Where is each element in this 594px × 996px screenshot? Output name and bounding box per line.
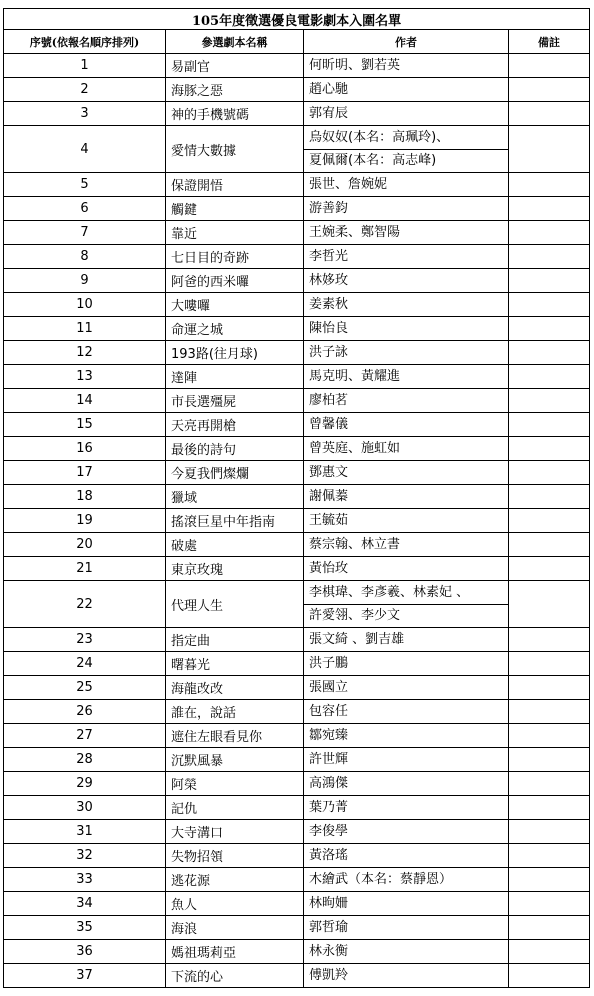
row-number: 31 (4, 820, 166, 844)
author-cell (304, 700, 509, 724)
table-row (4, 581, 590, 628)
table-row (4, 892, 590, 916)
author-cell (304, 269, 509, 293)
note-cell (509, 509, 590, 533)
row-number: 2 (4, 78, 166, 102)
title-row (4, 9, 590, 30)
table-row (4, 820, 590, 844)
row-number: 14 (4, 389, 166, 413)
author-cell (304, 964, 509, 988)
author-name: 張文綺 、劉吉雄 (309, 631, 405, 647)
table-row (4, 197, 590, 221)
row-number: 20 (4, 533, 166, 557)
note-cell (509, 964, 590, 988)
script-title: 阿榮 (166, 772, 304, 796)
table-row (4, 916, 590, 940)
script-title: 易副官 (166, 54, 304, 78)
script-title: 市長選殭屍 (166, 389, 304, 413)
script-title: 愛情大數據 (166, 126, 304, 173)
note-cell (509, 916, 590, 940)
note-cell (509, 844, 590, 868)
author-name: 包容任 (309, 703, 349, 719)
note-cell (509, 581, 590, 628)
author-cell (304, 581, 509, 628)
table-row (4, 533, 590, 557)
table-row (4, 772, 590, 796)
note-cell (509, 628, 590, 652)
table-row (4, 341, 590, 365)
author-cell (304, 173, 509, 197)
row-number: 26 (4, 700, 166, 724)
note-cell (509, 102, 590, 126)
script-title: 記仇 (166, 796, 304, 820)
author-name: 鄒宛臻 (309, 727, 349, 743)
script-title: 保證開悟 (166, 173, 304, 197)
note-cell (509, 676, 590, 700)
author-cell (304, 652, 509, 676)
table-row (4, 389, 590, 413)
note-cell (509, 437, 590, 461)
author-name: 烏奴奴(本名：高珮玲)、 (304, 127, 508, 150)
script-title: 阿爸的西米囉 (166, 269, 304, 293)
author-name: 林姼玫 (309, 272, 349, 288)
author-cell (304, 341, 509, 365)
table-row (4, 724, 590, 748)
author-cell (304, 557, 509, 581)
author-name: 張國立 (309, 679, 349, 695)
note-cell (509, 652, 590, 676)
author-name: 馬克明、黃耀進 (309, 368, 401, 384)
note-cell (509, 796, 590, 820)
row-number: 13 (4, 365, 166, 389)
row-number: 11 (4, 317, 166, 341)
author-cell (304, 293, 509, 317)
note-cell (509, 365, 590, 389)
author-cell (304, 197, 509, 221)
nominee-table (3, 8, 590, 988)
note-cell (509, 940, 590, 964)
author-cell (304, 485, 509, 509)
script-title: 最後的詩句 (166, 437, 304, 461)
row-number: 36 (4, 940, 166, 964)
table-row (4, 509, 590, 533)
table-row (4, 748, 590, 772)
table-row (4, 676, 590, 700)
script-title: 東京玫瑰 (166, 557, 304, 581)
author-cell (304, 772, 509, 796)
script-title: 193路(往月球) (166, 341, 304, 365)
script-title: 靠近 (166, 221, 304, 245)
row-number: 8 (4, 245, 166, 269)
author-name: 姜素秋 (309, 296, 349, 312)
row-number: 30 (4, 796, 166, 820)
author-cell (304, 748, 509, 772)
script-title: 破處 (166, 533, 304, 557)
table-row (4, 245, 590, 269)
table-row (4, 437, 590, 461)
table-row (4, 54, 590, 78)
author-name: 黃洛瑤 (309, 847, 349, 863)
note-cell (509, 772, 590, 796)
row-number: 5 (4, 173, 166, 197)
author-name: 游善鈞 (309, 200, 349, 216)
script-title: 命運之城 (166, 317, 304, 341)
note-cell (509, 126, 590, 173)
row-number: 15 (4, 413, 166, 437)
row-number: 29 (4, 772, 166, 796)
script-title: 誰在，說話 (166, 700, 304, 724)
note-cell (509, 557, 590, 581)
script-title: 曙暮光 (166, 652, 304, 676)
note-cell (509, 173, 590, 197)
author-name: 洪子詠 (309, 344, 349, 360)
row-number: 25 (4, 676, 166, 700)
author-name: 曾英庭、施虹如 (309, 440, 401, 456)
row-number: 16 (4, 437, 166, 461)
row-number: 33 (4, 868, 166, 892)
note-cell (509, 317, 590, 341)
header-author: 作者 (304, 30, 509, 54)
row-number: 27 (4, 724, 166, 748)
author-name: 許世輝 (309, 751, 349, 767)
note-cell (509, 868, 590, 892)
author-name: 許愛翎、李少文 (309, 607, 401, 623)
row-number: 12 (4, 341, 166, 365)
table-row (4, 413, 590, 437)
row-number: 1 (4, 54, 166, 78)
row-number: 32 (4, 844, 166, 868)
script-title: 失物招領 (166, 844, 304, 868)
author-cell (304, 868, 509, 892)
author-name: 曾馨儀 (309, 416, 349, 432)
author-name: 洪子鵬 (309, 655, 349, 671)
table-body (4, 54, 590, 988)
note-cell (509, 820, 590, 844)
author-name: 傅凱羚 (309, 967, 349, 983)
table-row (4, 964, 590, 988)
script-title: 天亮再開槍 (166, 413, 304, 437)
table-row (4, 365, 590, 389)
author-cell (304, 413, 509, 437)
script-title: 大嘍囉 (166, 293, 304, 317)
header-seq: 序號(依報名順序排列) (4, 30, 166, 54)
author-name: 黃怡玫 (309, 560, 349, 576)
row-number: 28 (4, 748, 166, 772)
script-title: 下流的心 (166, 964, 304, 988)
author-name: 王毓茹 (309, 512, 349, 528)
table-row (4, 940, 590, 964)
author-cell (304, 844, 509, 868)
note-cell (509, 54, 590, 78)
script-title: 七日目的奇跡 (166, 245, 304, 269)
author-cell (304, 940, 509, 964)
author-cell (304, 509, 509, 533)
script-title: 代理人生 (166, 581, 304, 628)
script-title: 大寺溝口 (166, 820, 304, 844)
script-title: 神的手機號碼 (166, 102, 304, 126)
note-cell (509, 341, 590, 365)
note-cell (509, 221, 590, 245)
script-title: 海龍改改 (166, 676, 304, 700)
table-row (4, 293, 590, 317)
row-number: 34 (4, 892, 166, 916)
table-row (4, 485, 590, 509)
author-name: 鄧惠文 (309, 464, 349, 480)
note-cell (509, 413, 590, 437)
author-cell (304, 245, 509, 269)
author-name: 木繪武（本名：蔡靜恩） (309, 871, 453, 887)
script-title: 獵域 (166, 485, 304, 509)
header-script-name: 參選劇本名稱 (166, 30, 304, 54)
script-title: 達陣 (166, 365, 304, 389)
author-name: 王婉柔、鄭智陽 (309, 224, 401, 240)
row-number: 17 (4, 461, 166, 485)
author-name: 謝佩蓁 (309, 488, 349, 504)
note-cell (509, 700, 590, 724)
author-name: 李俊學 (309, 823, 349, 839)
author-cell (304, 78, 509, 102)
author-name: 林昫姍 (309, 895, 349, 911)
author-cell (304, 533, 509, 557)
note-cell (509, 245, 590, 269)
script-title: 沉默風暴 (166, 748, 304, 772)
table-row (4, 461, 590, 485)
table-row (4, 221, 590, 245)
table-row (4, 269, 590, 293)
table-row (4, 78, 590, 102)
table-row (4, 557, 590, 581)
row-number: 37 (4, 964, 166, 988)
note-cell (509, 197, 590, 221)
script-title: 媽祖瑪莉亞 (166, 940, 304, 964)
script-title: 逃花源 (166, 868, 304, 892)
row-number: 23 (4, 628, 166, 652)
table-row (4, 317, 590, 341)
author-name: 蔡宗翰、林立書 (309, 536, 401, 552)
sheet-title: 105年度徵選優良電影劇本入圍名單 (4, 9, 590, 30)
note-cell (509, 892, 590, 916)
table-row (4, 102, 590, 126)
author-name: 葉乃菁 (309, 799, 349, 815)
author-cell (304, 437, 509, 461)
row-number: 6 (4, 197, 166, 221)
author-name: 林永衡 (309, 943, 349, 959)
script-title: 觸鍵 (166, 197, 304, 221)
note-cell (509, 533, 590, 557)
script-title: 指定曲 (166, 628, 304, 652)
author-cell (304, 389, 509, 413)
note-cell (509, 485, 590, 509)
note-cell (509, 461, 590, 485)
author-cell (304, 461, 509, 485)
author-name: 郭宥辰 (309, 105, 349, 121)
author-name: 夏佩爾(本名：高志峰) (309, 152, 437, 168)
author-name: 廖柏茗 (309, 392, 349, 408)
table-row (4, 700, 590, 724)
row-number: 35 (4, 916, 166, 940)
author-cell (304, 676, 509, 700)
script-title: 海豚之惡 (166, 78, 304, 102)
header-note: 備註 (509, 30, 590, 54)
row-number: 21 (4, 557, 166, 581)
row-number: 24 (4, 652, 166, 676)
author-cell (304, 365, 509, 389)
author-name: 郭哲瑜 (309, 919, 349, 935)
note-cell (509, 724, 590, 748)
author-name: 陳怡良 (309, 320, 349, 336)
author-name: 李棋瑋、李彥羲、林素妃 、 (304, 582, 508, 605)
note-cell (509, 269, 590, 293)
script-title: 搖滾巨星中年指南 (166, 509, 304, 533)
script-title: 遮住左眼看見你 (166, 724, 304, 748)
author-cell (304, 724, 509, 748)
author-cell (304, 126, 509, 173)
table-row (4, 173, 590, 197)
author-cell (304, 892, 509, 916)
author-cell (304, 796, 509, 820)
header-row (4, 30, 590, 54)
author-cell (304, 317, 509, 341)
author-name: 李哲光 (309, 248, 349, 264)
author-name: 趙心馳 (309, 81, 349, 97)
author-name: 張世、詹婉妮 (309, 176, 388, 192)
row-number: 22 (4, 581, 166, 628)
row-number: 10 (4, 293, 166, 317)
row-number: 3 (4, 102, 166, 126)
script-title: 魚人 (166, 892, 304, 916)
row-number: 7 (4, 221, 166, 245)
table-row (4, 652, 590, 676)
table-row (4, 628, 590, 652)
author-name: 何昕明、劉若英 (309, 57, 401, 73)
row-number: 18 (4, 485, 166, 509)
row-number: 19 (4, 509, 166, 533)
note-cell (509, 748, 590, 772)
table-row (4, 126, 590, 173)
table-row (4, 868, 590, 892)
author-cell (304, 820, 509, 844)
note-cell (509, 293, 590, 317)
author-cell (304, 102, 509, 126)
table-row (4, 844, 590, 868)
table-row (4, 796, 590, 820)
author-cell (304, 221, 509, 245)
note-cell (509, 78, 590, 102)
author-cell (304, 628, 509, 652)
author-cell (304, 54, 509, 78)
author-cell (304, 916, 509, 940)
note-cell (509, 389, 590, 413)
row-number: 9 (4, 269, 166, 293)
author-name: 高鴻傑 (309, 775, 349, 791)
script-title: 海浪 (166, 916, 304, 940)
row-number: 4 (4, 126, 166, 173)
script-title: 今夏我們燦爛 (166, 461, 304, 485)
